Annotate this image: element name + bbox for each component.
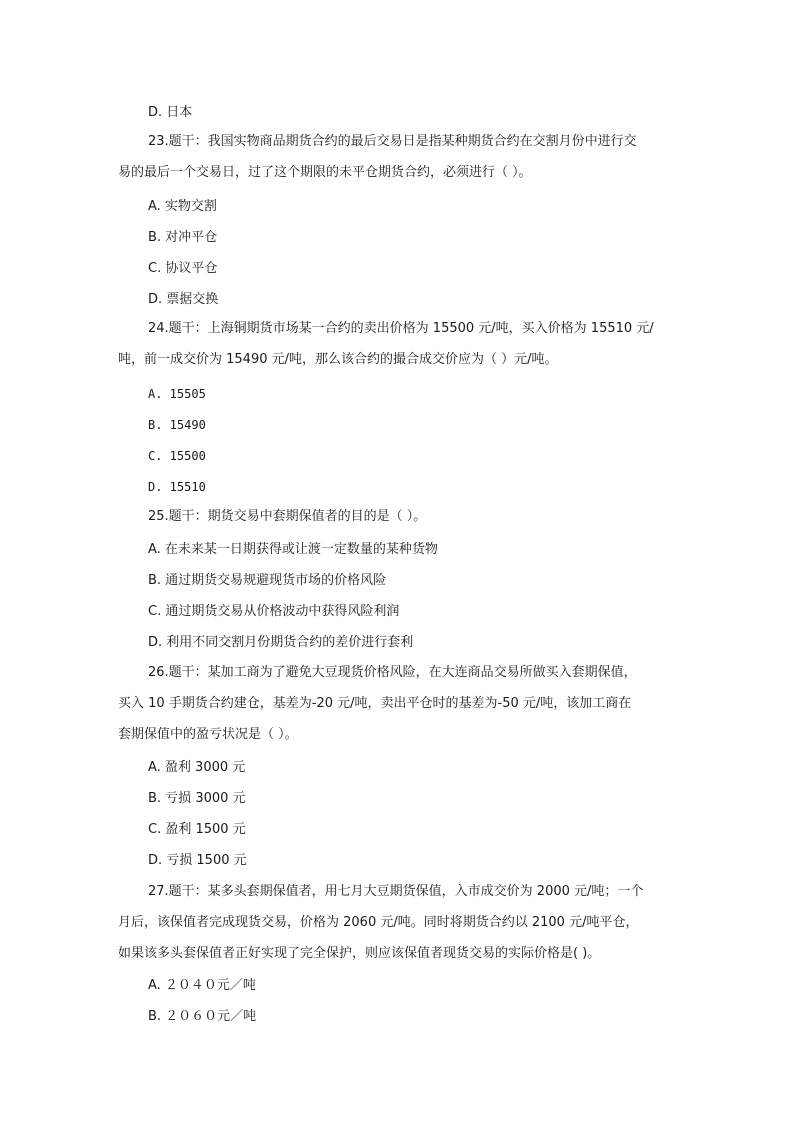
question-line: 吨，前一成交价为 15490 元/吨，那么该合约的撮合成交价应为（ ）元/吨。 [118,352,558,367]
question-23 [118,126,678,188]
question-line: 24.题干：上海铜期货市场某一合约的卖出价格为 15500 元/吨，买入价格为 15510 元/ [148,321,654,336]
question-line: 23.题干：我国实物商品期货合约的最后交易日是指某种期货合约在交割月份中进行交 [148,134,637,149]
option-text: C. 15500 [148,449,206,463]
option-text: D. 日本 [148,105,193,120]
option-text: D. 15510 [148,480,206,494]
option-text: B. ２０６０元／吨 [148,1009,257,1024]
question-line: 买入 10 手期货合约建仓，基差为-20 元/吨，卖出平仓时的基差为-50 元/吨，该加工商在 [118,696,632,711]
option-text: C. 协议平仓 [148,261,218,276]
question-24 [118,313,678,375]
option-text: D. 利用不同交割月份期货合约的差价进行套利 [148,635,414,650]
question-line: 27.题干：某多头套期保值者，用七月大豆期货保值，入市成交价为 2000 元/吨；一个 [148,884,644,899]
option-text: B. 亏损 3000 元 [148,791,246,806]
question-line: 如果该多头套保值者正好实现了完全保护，则应该保值者现货交易的实际价格是( )。 [118,946,601,961]
question-25 [118,501,678,532]
option-text: B. 15490 [148,418,206,432]
option-text: A. ２０４０元／吨 [148,978,256,993]
question-line: 套期保值中的盈亏状况是（ ）。 [118,727,298,742]
option-text: A. 盈利 3000 元 [148,760,246,775]
question-26 [118,657,678,750]
option-text: B. 通过期货交易规避现货市场的价格风险 [148,573,387,588]
option-text: D. 亏损 1500 元 [148,853,247,868]
option-text: D. 票据交换 [148,292,219,307]
option-text: A. 实物交割 [148,199,217,214]
option-text: B. 对冲平仓 [148,230,218,245]
option-text: A. 15505 [148,387,206,401]
question-line: 月后，该保值者完成现货交易，价格为 2060 元/吨。同时将期货合约以 2100 元/吨平仓， [118,915,639,930]
option-text: C. 盈利 1500 元 [148,822,246,837]
question-line: 易的最后一个交易日，过了这个期限的未平仓期货合约，必须进行（ ）。 [118,165,532,180]
option-text: C. 通过期货交易从价格波动中获得风险利润 [148,604,400,619]
question-27 [118,876,678,969]
question-line: 25.题干：期货交易中套期保值者的目的是（ ）。 [148,509,427,524]
option-text: A. 在未来某一日期获得或让渡一定数量的某种货物 [148,542,438,557]
question-line: 26.题干：某加工商为了避免大豆现货价格风险，在大连商品交易所做买入套期保值， [148,665,637,680]
